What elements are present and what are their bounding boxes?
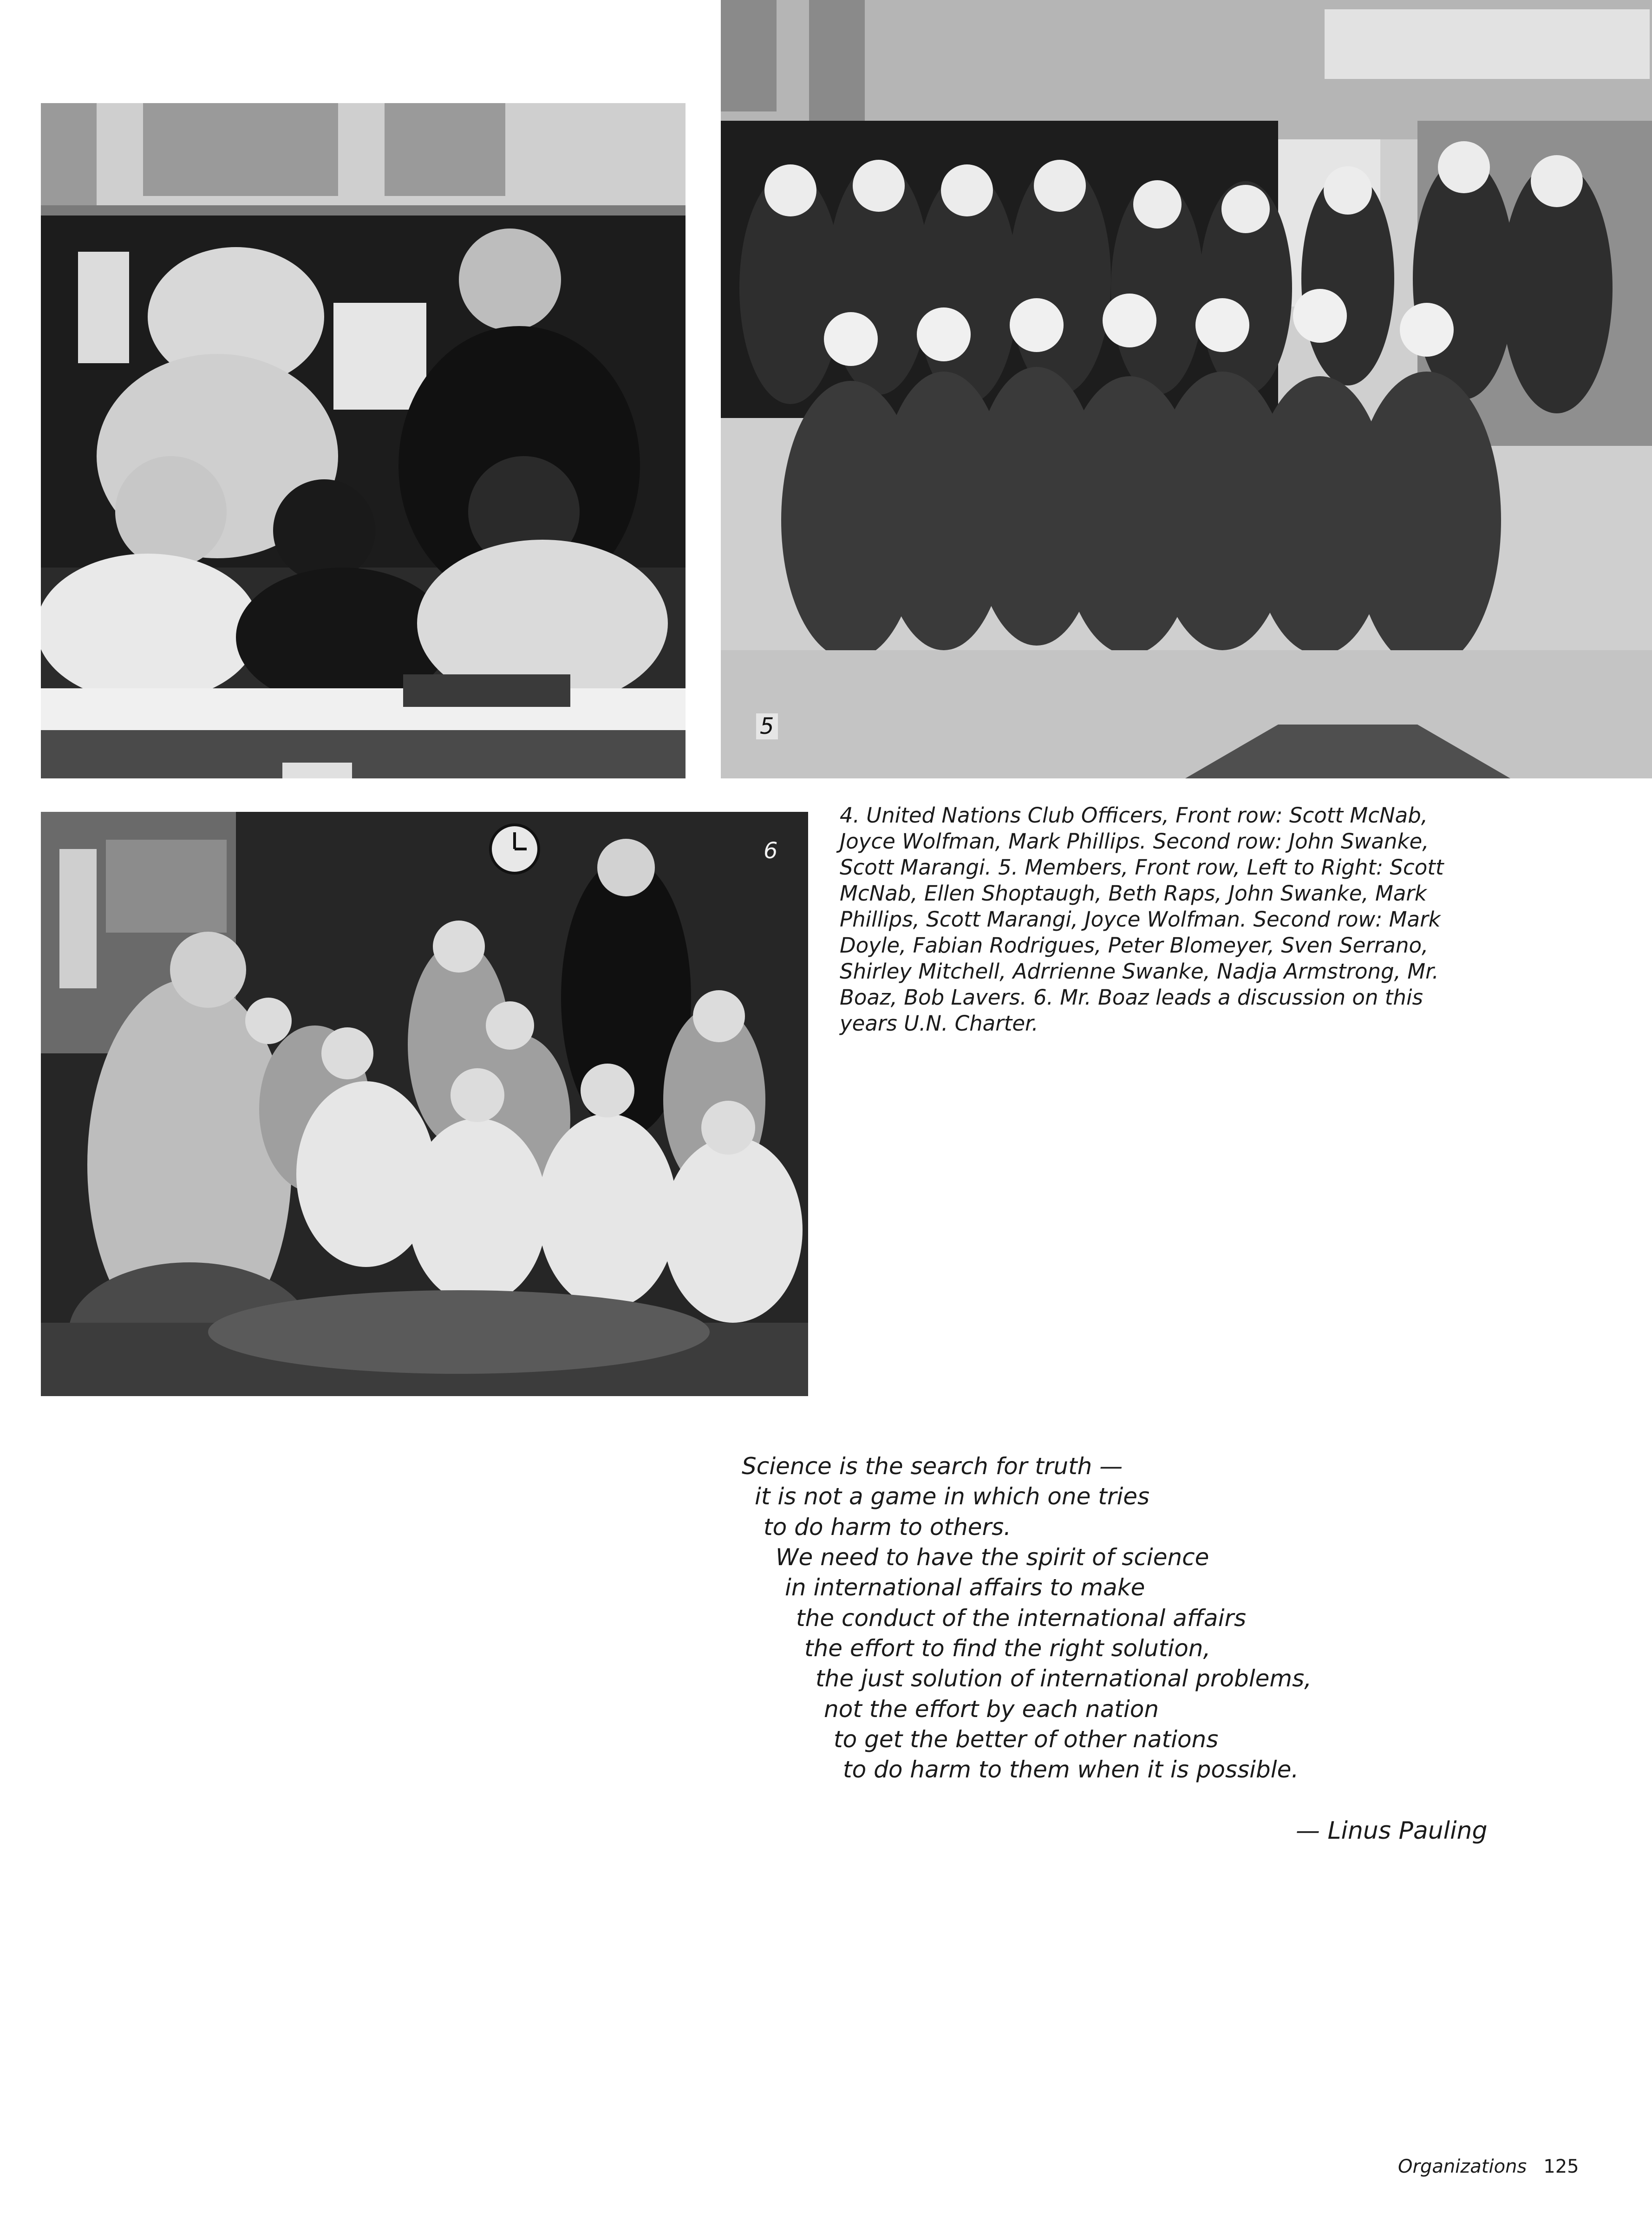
photo-officers: [41, 103, 686, 778]
photo-officers-image: [41, 103, 686, 778]
photo-caption: 4. United Nations Club Officers, Front row: Scott McNab, Joyce Wolfman, Mark Phillips. Second row: John Swanke, Scott Marangi. 5. Members, Front row, Left to Right: Scott McNab, Ellen Shoptaugh, Beth Raps, John Swanke, Mark Phillips, Scott Marangi, Joyce Wolfman. Second row: Mark Doyle, Fabian Rodrigues, Peter Blomeyer, Sven Serrano, Shirley Mitchell, Adrrienne Swanke, Nadja Armstrong, Mr. Boaz, Bob Lavers. 6. Mr. Boaz leads a discussion on this years U.N. Charter.: [840, 803, 1444, 1036]
section-name: Organizations: [1398, 2156, 1527, 2177]
page-footer: [1398, 2156, 1579, 2177]
quote-line: in international affairs to make: [785, 1574, 1145, 1601]
quote-line: to do harm to others.: [764, 1514, 1012, 1541]
quote-attribution: — Linus Pauling: [1296, 1817, 1488, 1845]
photo-members-image: [721, 0, 1652, 778]
quote-line: to get the better of other nations: [834, 1726, 1219, 1753]
quote-line: to do harm to them when it is possible.: [843, 1756, 1299, 1783]
photo-members: [721, 0, 1652, 778]
quote-line: We need to have the spirit of science: [776, 1544, 1209, 1571]
quote-line: not the effort by each nation: [824, 1696, 1159, 1723]
quote-line: the conduct of the international affairs: [796, 1605, 1247, 1632]
quote-line: it is not a game in which one tries: [755, 1483, 1150, 1510]
photo-number: 6: [764, 838, 778, 864]
photo-discussion: [41, 812, 808, 1396]
quote-line: Science is the search for truth —: [742, 1453, 1123, 1480]
quote-block: [0, 1453, 1652, 1796]
photo-discussion-image: [41, 812, 808, 1396]
quote-line: the effort to find the right solution,: [804, 1635, 1211, 1662]
quote-line: the just solution of international problems,: [816, 1665, 1312, 1692]
page-number: 125: [1543, 2156, 1579, 2177]
photo-number: 5: [756, 713, 778, 739]
